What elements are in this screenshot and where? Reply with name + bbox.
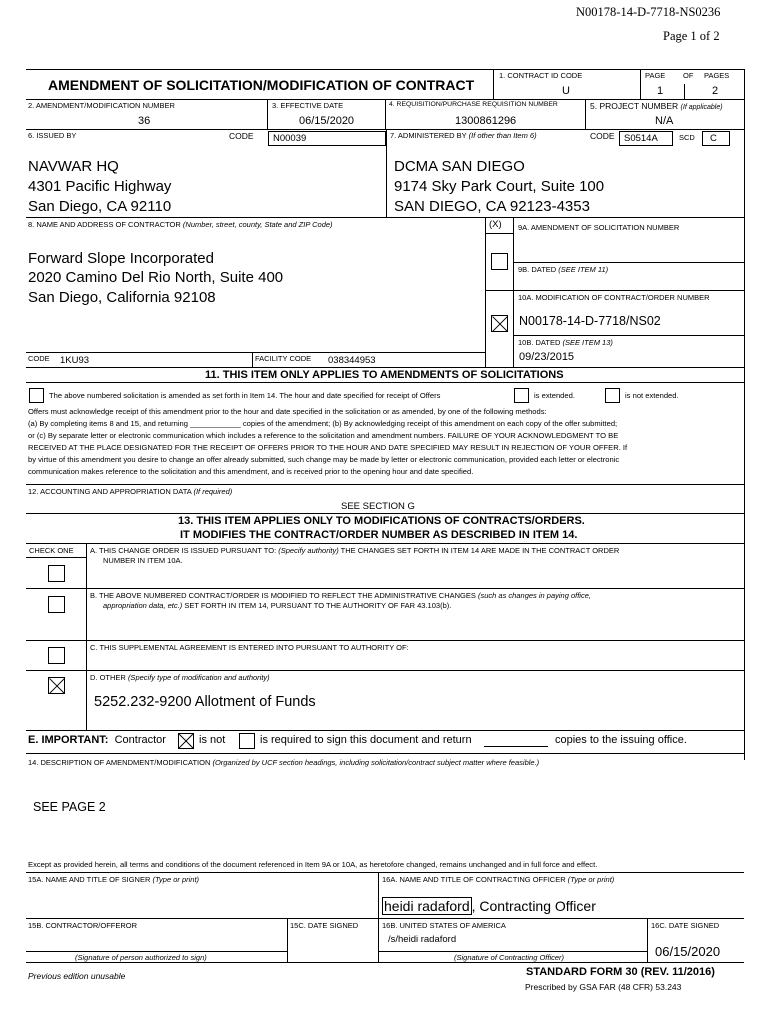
- section-11-para-6: communication makes reference to the solicitation and this amendment, and is received prior to the opening hour and date specified.: [28, 467, 474, 476]
- of-label: OF: [683, 71, 694, 80]
- section-11-checkbox[interactable]: [29, 388, 44, 403]
- solicitation-dated-text: 9B. DATED: [518, 265, 557, 274]
- signer-name-sub: (Type or print): [152, 875, 200, 884]
- admin-code-value: S0514A: [624, 133, 658, 144]
- contractor-offeror-label: 15B. CONTRACTOR/OFFEROR: [28, 921, 138, 930]
- solicitation-dated-sub: (SEE ITEM 11): [558, 265, 609, 274]
- amendment-number-label: 2. AMENDMENT/MODIFICATION NUMBER: [28, 101, 175, 110]
- option-a-line-1: [90, 547, 619, 555]
- section-11-para-3: or (c) By separate letter or electronic communication which includes a reference to the solicitation and amendment numbers. FAILURE OF YOUR ACKNOWLEDGMENT TO BE: [28, 431, 619, 440]
- important-contractor: Contractor: [114, 734, 166, 746]
- contractor-code-label: CODE: [28, 354, 50, 363]
- modification-dated-text: 10B. DATED: [518, 338, 561, 347]
- is-required-checkbox[interactable]: [239, 733, 255, 749]
- x-column-label: (X): [489, 219, 502, 230]
- option-a-checkbox[interactable]: [48, 565, 65, 582]
- section-11-para-5: by virtue of this amendment you desire to change an offer already submitted, such change may be made by letter or electronic communication, provided each letter or electronic: [28, 455, 620, 464]
- is-not-checkbox-checked[interactable]: [178, 733, 194, 749]
- solicitation-number-label: 9A. AMENDMENT OF SOLICITATION NUMBER: [518, 223, 680, 232]
- contract-id-value: U: [562, 85, 570, 97]
- contractor-label-text: 8. NAME AND ADDRESS OF CONTRACTOR: [28, 220, 181, 229]
- project-number-value: N/A: [655, 115, 674, 127]
- form-title: AMENDMENT OF SOLICITATION/MODIFICATION OF CONTRACT: [48, 77, 475, 93]
- section-11-line-1: The above numbered solicitation is amended as set forth in Item 14. The hour and date specified for receipt of Offers: [49, 391, 441, 400]
- option-b-checkbox[interactable]: [48, 596, 65, 613]
- issuer-line-3: San Diego, CA 92110: [28, 198, 172, 215]
- description-label: [28, 759, 539, 767]
- not-extended-checkbox[interactable]: [605, 388, 620, 403]
- officer-date-value: 06/15/2020: [655, 944, 721, 959]
- officer-signature-value: /s/heidi radaford: [388, 934, 457, 945]
- option-b-line-1: [90, 592, 591, 600]
- officer-name-label: [382, 876, 614, 884]
- section-11-para-4: RECEIVED AT THE PLACE DESIGNATED FOR THE RECEIPT OF OFFERS PRIOR TO THE HOUR AND DATE SPECIFIED MAY RESULT IN REJECTION OF YOUR OFFER. If: [28, 443, 628, 452]
- contractor-date-signed-label: 15C. DATE SIGNED: [290, 921, 359, 930]
- pages-label: PAGES: [704, 71, 730, 80]
- option-b-authority: SET FORTH IN ITEM 14, PURSUANT TO THE AUTHORITY OF FAR 43.103(b).: [184, 601, 452, 610]
- contract-id-label: 1. CONTRACT ID CODE: [499, 71, 583, 80]
- project-number-label: [590, 102, 723, 111]
- officer-name-row: [382, 899, 596, 913]
- accounting-value: SEE SECTION G: [341, 501, 415, 512]
- form-right-border: [744, 69, 745, 760]
- is-not-label: is not: [199, 734, 226, 746]
- solicitation-dated-label: [518, 266, 608, 274]
- issued-code-value: N00039: [273, 133, 307, 144]
- scd-value: C: [710, 133, 717, 144]
- option-a-changes: THE CHANGES SET FORTH IN ITEM 14 ARE MADE IN THE CONTRACT ORDER: [340, 546, 620, 555]
- signature-person-caption: (Signature of person authorized to sign): [75, 953, 207, 962]
- except-text: Except as provided herein, all terms and conditions of the document referenced in Item 9A or 10A, as heretofore changed, remains unchanged and in full force and effect.: [28, 860, 598, 869]
- effective-date-value: 06/15/2020: [299, 115, 355, 127]
- option-d-sub: (Specify type of modification and authority): [127, 673, 270, 682]
- page-value: 1: [657, 85, 664, 97]
- modification-dated-sub: (SEE ITEM 13): [562, 338, 613, 347]
- option-a-text: A. THIS CHANGE ORDER IS ISSUED PURSUANT TO:: [90, 546, 277, 555]
- officer-name-value: heidi radaford: [384, 898, 470, 914]
- signer-name-text: 15A. NAME AND TITLE OF SIGNER: [28, 875, 151, 884]
- administered-by-text: 7. ADMINISTERED BY: [390, 131, 467, 140]
- signature-officer-caption: (Signature of Contracting Officer): [454, 953, 565, 962]
- admin-line-2: 9174 Sky Park Court, Suite 100: [394, 178, 605, 195]
- officer-name-sub: (Type or print): [567, 875, 615, 884]
- administered-by-label: [390, 132, 537, 140]
- important-label: E. IMPORTANT:: [28, 734, 109, 746]
- officer-name-text: 16A. NAME AND TITLE OF CONTRACTING OFFICER: [382, 875, 566, 884]
- issuer-line-2: 4301 Pacific Highway: [28, 178, 172, 195]
- check-one-label: CHECK ONE: [29, 546, 74, 555]
- pages-value: 2: [712, 85, 719, 97]
- scd-label: SCD: [679, 133, 695, 142]
- contractor-label: [28, 221, 333, 229]
- prescribed-note: Prescribed by GSA FAR (48 CFR) 53.243: [525, 982, 682, 992]
- admin-line-1: DCMA SAN DIEGO: [394, 158, 525, 175]
- facility-code-label: FACILITY CODE: [255, 354, 312, 363]
- section-13-title-2: IT MODIFIES THE CONTRACT/ORDER NUMBER AS DESCRIBED IN ITEM 14.: [180, 529, 578, 541]
- option-d-checkbox-checked[interactable]: [48, 677, 65, 694]
- option-b-sub-2: appropriation data, etc.): [103, 601, 183, 610]
- admin-code-label: CODE: [590, 131, 615, 141]
- facility-code-value: 038344953: [328, 355, 376, 366]
- section-11-title: 11. THIS ITEM ONLY APPLIES TO AMENDMENTS OF SOLICITATIONS: [205, 369, 564, 381]
- modification-dated-label: [518, 339, 613, 347]
- admin-line-3: SAN DIEGO, CA 92123-4353: [394, 198, 590, 215]
- section-13-title-1: 13. THIS ITEM APPLIES ONLY TO MODIFICATIONS OF CONTRACTS/ORDERS.: [178, 515, 585, 527]
- signer-name-label: [28, 876, 199, 884]
- copies-blank: [484, 746, 548, 747]
- option-b-line-2: [103, 602, 451, 610]
- section-11-para-2: (a) By completing items 8 and 15, and returning ____________ copies of the amendment; (b) By acknowledging receipt of this amendment on each copy of the offer submitted;: [28, 419, 618, 428]
- extended-label: is extended.: [534, 391, 575, 400]
- modification-dated-value: 09/23/2015: [519, 351, 575, 363]
- option-c-checkbox[interactable]: [48, 647, 65, 664]
- accounting-label: [28, 488, 232, 496]
- issuer-line-1: NAVWAR HQ: [28, 158, 119, 175]
- accounting-label-text: 12. ACCOUNTING AND APPROPRIATION DATA: [28, 487, 192, 496]
- option-b-sub: (such as changes in paying office,: [478, 591, 591, 600]
- contractor-line-2: 2020 Camino Del Rio North, Suite 400: [28, 269, 284, 286]
- description-label-text: 14. DESCRIPTION OF AMENDMENT/MODIFICATION: [28, 758, 211, 767]
- requisition-label: 4. REQUISITION/PURCHASE REQUISITION NUMBER: [389, 101, 558, 108]
- option-a-line-2: NUMBER IN ITEM 10A.: [103, 556, 183, 565]
- option-c-text: C. THIS SUPPLEMENTAL AGREEMENT IS ENTERED INTO PURSUANT TO AUTHORITY OF:: [90, 643, 409, 652]
- standard-form-title: STANDARD FORM 30 (REV. 11/2016): [526, 966, 715, 978]
- important-row: [28, 735, 166, 746]
- option-a-authority: (Specify authority): [278, 546, 339, 555]
- contractor-label-sub: (Number, street, county, State and ZIP Code): [182, 220, 333, 229]
- modification-number-label: 10A. MODIFICATION OF CONTRACT/ORDER NUMBER: [518, 293, 710, 302]
- contractor-line-1: Forward Slope Incorporated: [28, 250, 214, 267]
- contractor-line-3: San Diego, California 92108: [28, 289, 216, 306]
- project-number-text: 5. PROJECT NUMBER: [590, 101, 679, 111]
- officer-title-value: , Contracting Officer: [471, 898, 596, 914]
- issued-code-label: CODE: [229, 131, 254, 141]
- amendment-number-value: 36: [138, 115, 151, 127]
- section-11-para-1: Offers must acknowledge receipt of this amendment prior to the hour and date specified in the solicitation or as amended, by one of the following methods:: [28, 407, 547, 416]
- modification-checkbox-checked[interactable]: [491, 315, 508, 332]
- document-id: N00178-14-D-7718-NS0236: [576, 5, 721, 19]
- officer-date-signed-label: 16C. DATE SIGNED: [651, 921, 720, 930]
- issued-by-label: 6. ISSUED BY: [28, 131, 77, 140]
- contractor-code-value: 1KU93: [60, 355, 90, 366]
- is-required-label: is required to sign this document and return: [260, 734, 472, 746]
- option-b-text: B. THE ABOVE NUMBERED CONTRACT/ORDER IS MODIFIED TO REFLECT THE ADMINISTRATIVE CHANGES: [90, 591, 476, 600]
- description-label-sub: (Organized by UCF section headings, including solicitation/contract subject matter where feasible.): [212, 758, 540, 767]
- solicitation-checkbox[interactable]: [491, 253, 508, 270]
- option-d-value: 5252.232-9200 Allotment of Funds: [94, 694, 316, 710]
- project-number-sub: (If applicable): [680, 104, 723, 111]
- requisition-value: 1300861296: [455, 115, 517, 127]
- description-value: SEE PAGE 2: [33, 800, 106, 814]
- modification-number-value: N00178-14-D-7718/NS02: [519, 314, 661, 328]
- previous-edition-note: Previous edition unusable: [28, 971, 126, 981]
- form-top-border: [26, 69, 744, 70]
- not-extended-label: is not extended.: [625, 391, 679, 400]
- page-indicator: Page 1 of 2: [663, 29, 720, 43]
- extended-checkbox[interactable]: [514, 388, 529, 403]
- administered-by-sub: (If other than Item 6): [468, 131, 537, 140]
- option-d-text: D. OTHER: [90, 673, 126, 682]
- accounting-label-sub: (If required): [193, 487, 233, 496]
- page-label: PAGE: [645, 71, 666, 80]
- effective-date-label: 3. EFFECTIVE DATE: [272, 101, 344, 110]
- united-states-label: 16B. UNITED STATES OF AMERICA: [382, 921, 506, 930]
- option-d-label: [90, 674, 270, 682]
- copies-label: copies to the issuing office.: [555, 734, 687, 746]
